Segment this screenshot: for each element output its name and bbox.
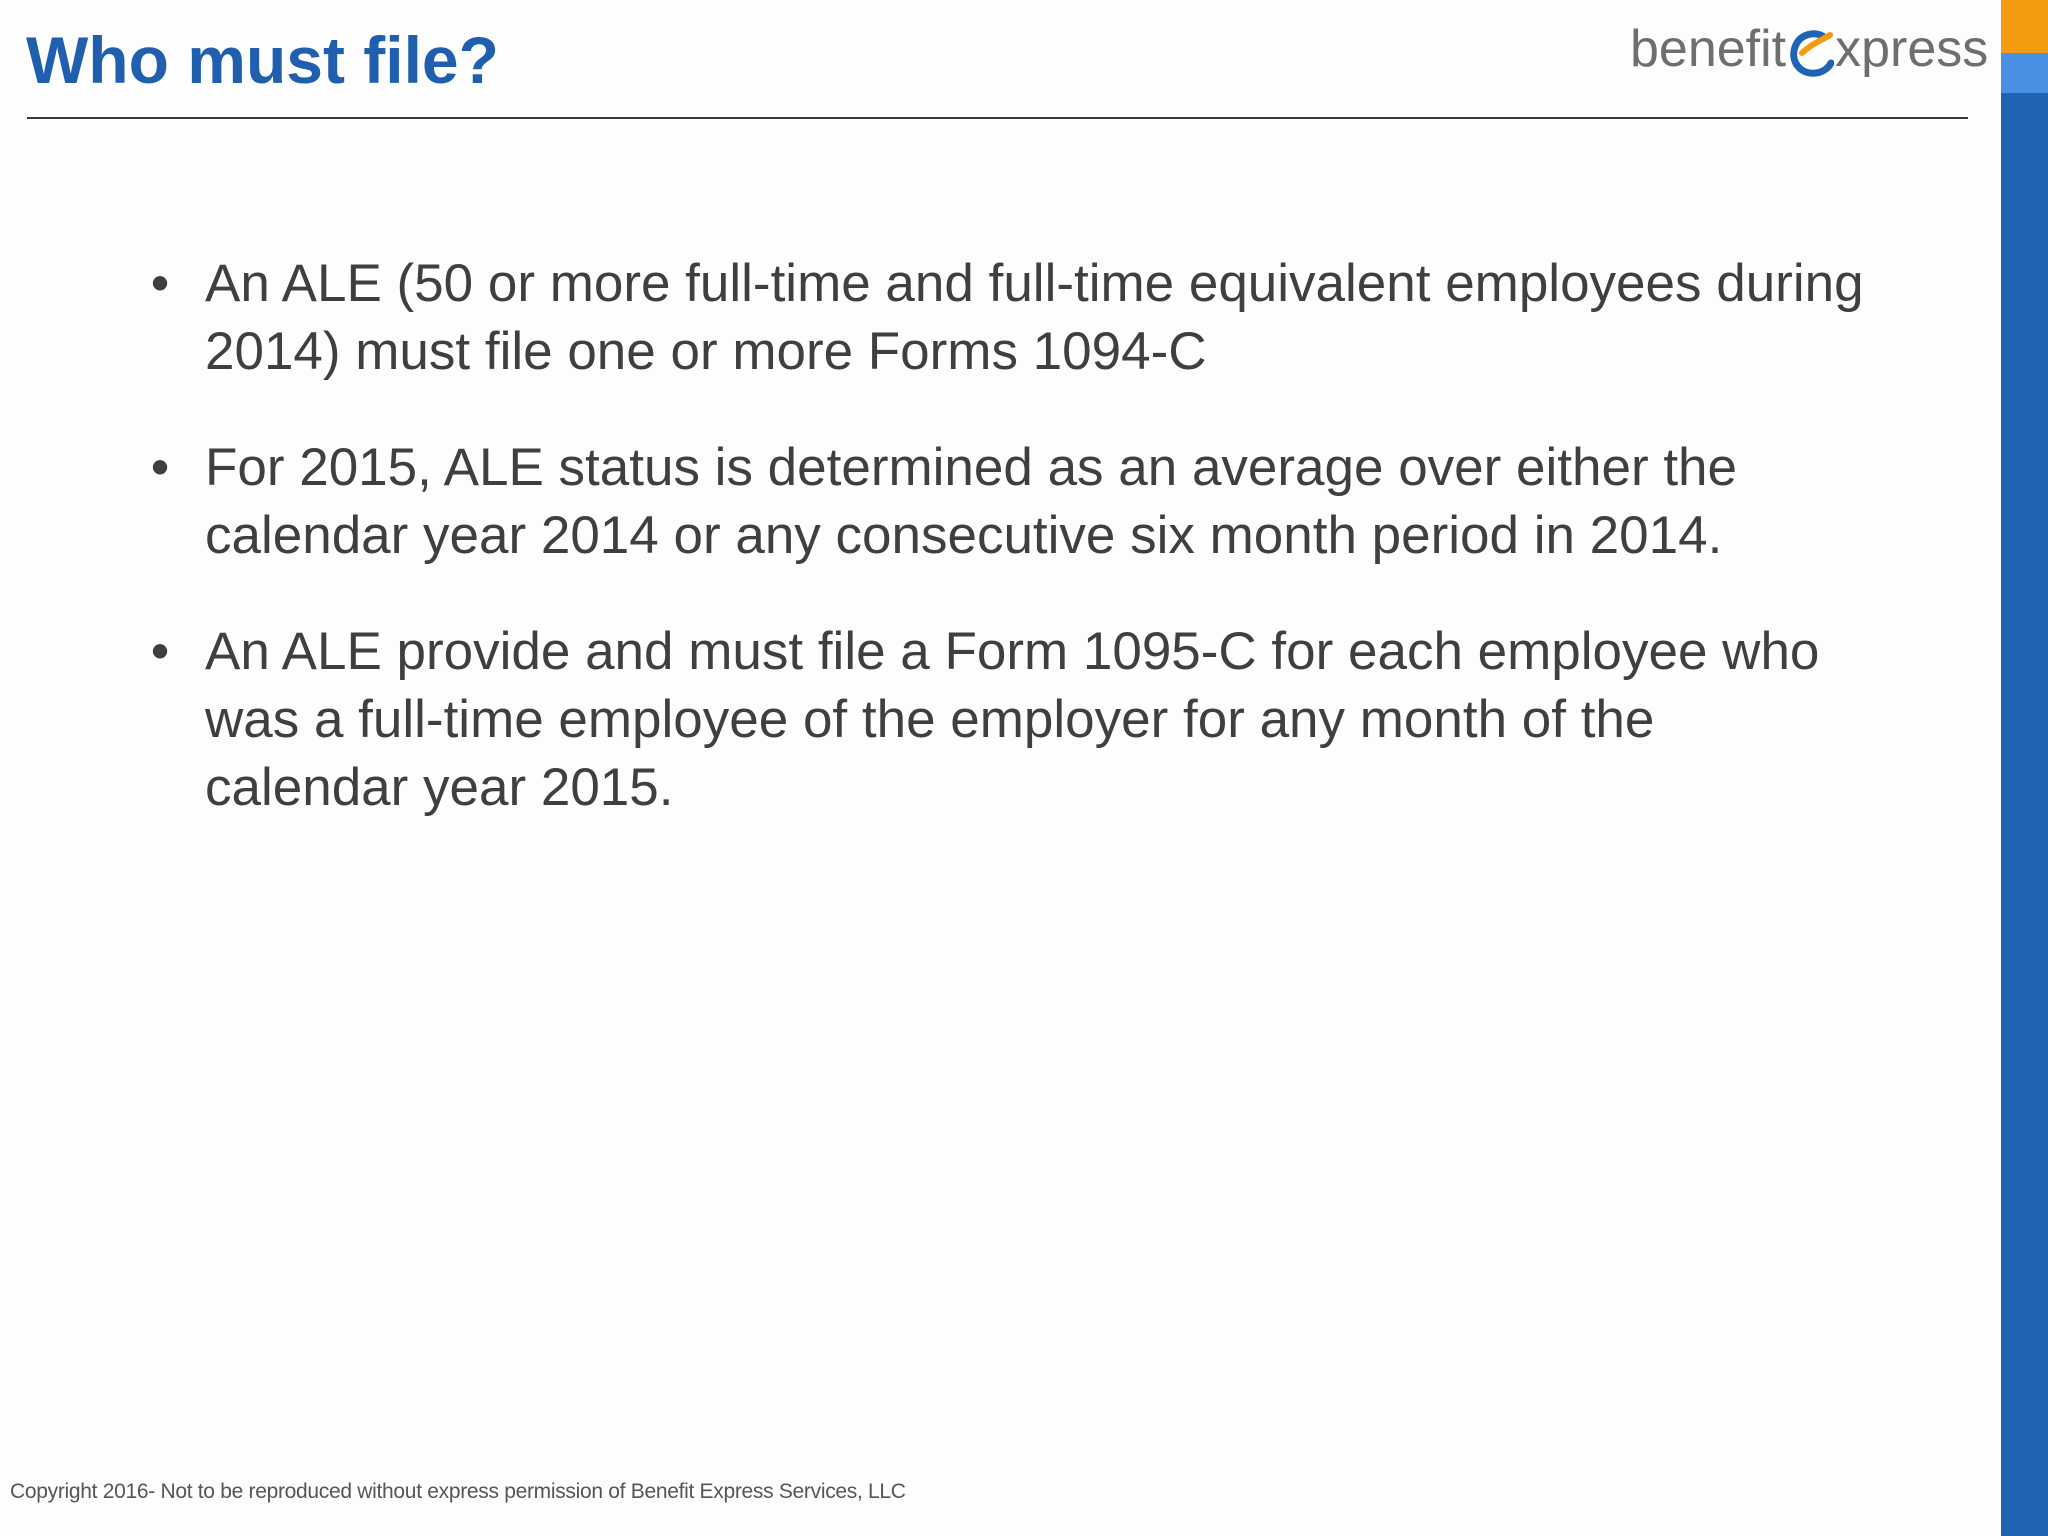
bullet-item	[145, 618, 1865, 822]
side-accent-orange	[2001, 0, 2048, 53]
logo-text-xpress: xpress	[1835, 20, 1989, 78]
side-accent-bar	[2001, 0, 2048, 1536]
bullet-marker: •	[150, 622, 170, 681]
copyright-footer: Copyright 2016- Not to be reproduced without express permission of Benefit Express Services, LLC	[10, 1480, 906, 1503]
bullet-text: For 2015, ALE status is determined as an average over either the calendar year 2014 or any consecutive six month period in 2014.	[205, 438, 1738, 565]
logo-text-benefit: benefit	[1630, 20, 1787, 78]
bullet-item	[145, 250, 1865, 386]
bullet-list	[145, 250, 1865, 870]
e-swoosh-icon	[1788, 27, 1834, 79]
title-divider	[27, 117, 1968, 119]
bullet-text: An ALE (50 or more full-time and full-time equivalent employees during 2014) must file one or more Forms 1094-C	[205, 254, 1864, 381]
bullet-item	[145, 434, 1865, 570]
slide-title: Who must file?	[26, 23, 499, 97]
bullet-text: An ALE provide and must file a Form 1095-C for each employee who was a full-time employee of the employer for any month of the calendar year 2015.	[205, 622, 1820, 817]
bullet-marker: •	[150, 254, 170, 313]
bullet-marker: •	[150, 438, 170, 497]
side-accent-light-blue	[2001, 53, 2048, 93]
benefit-express-logo	[1630, 14, 1988, 84]
